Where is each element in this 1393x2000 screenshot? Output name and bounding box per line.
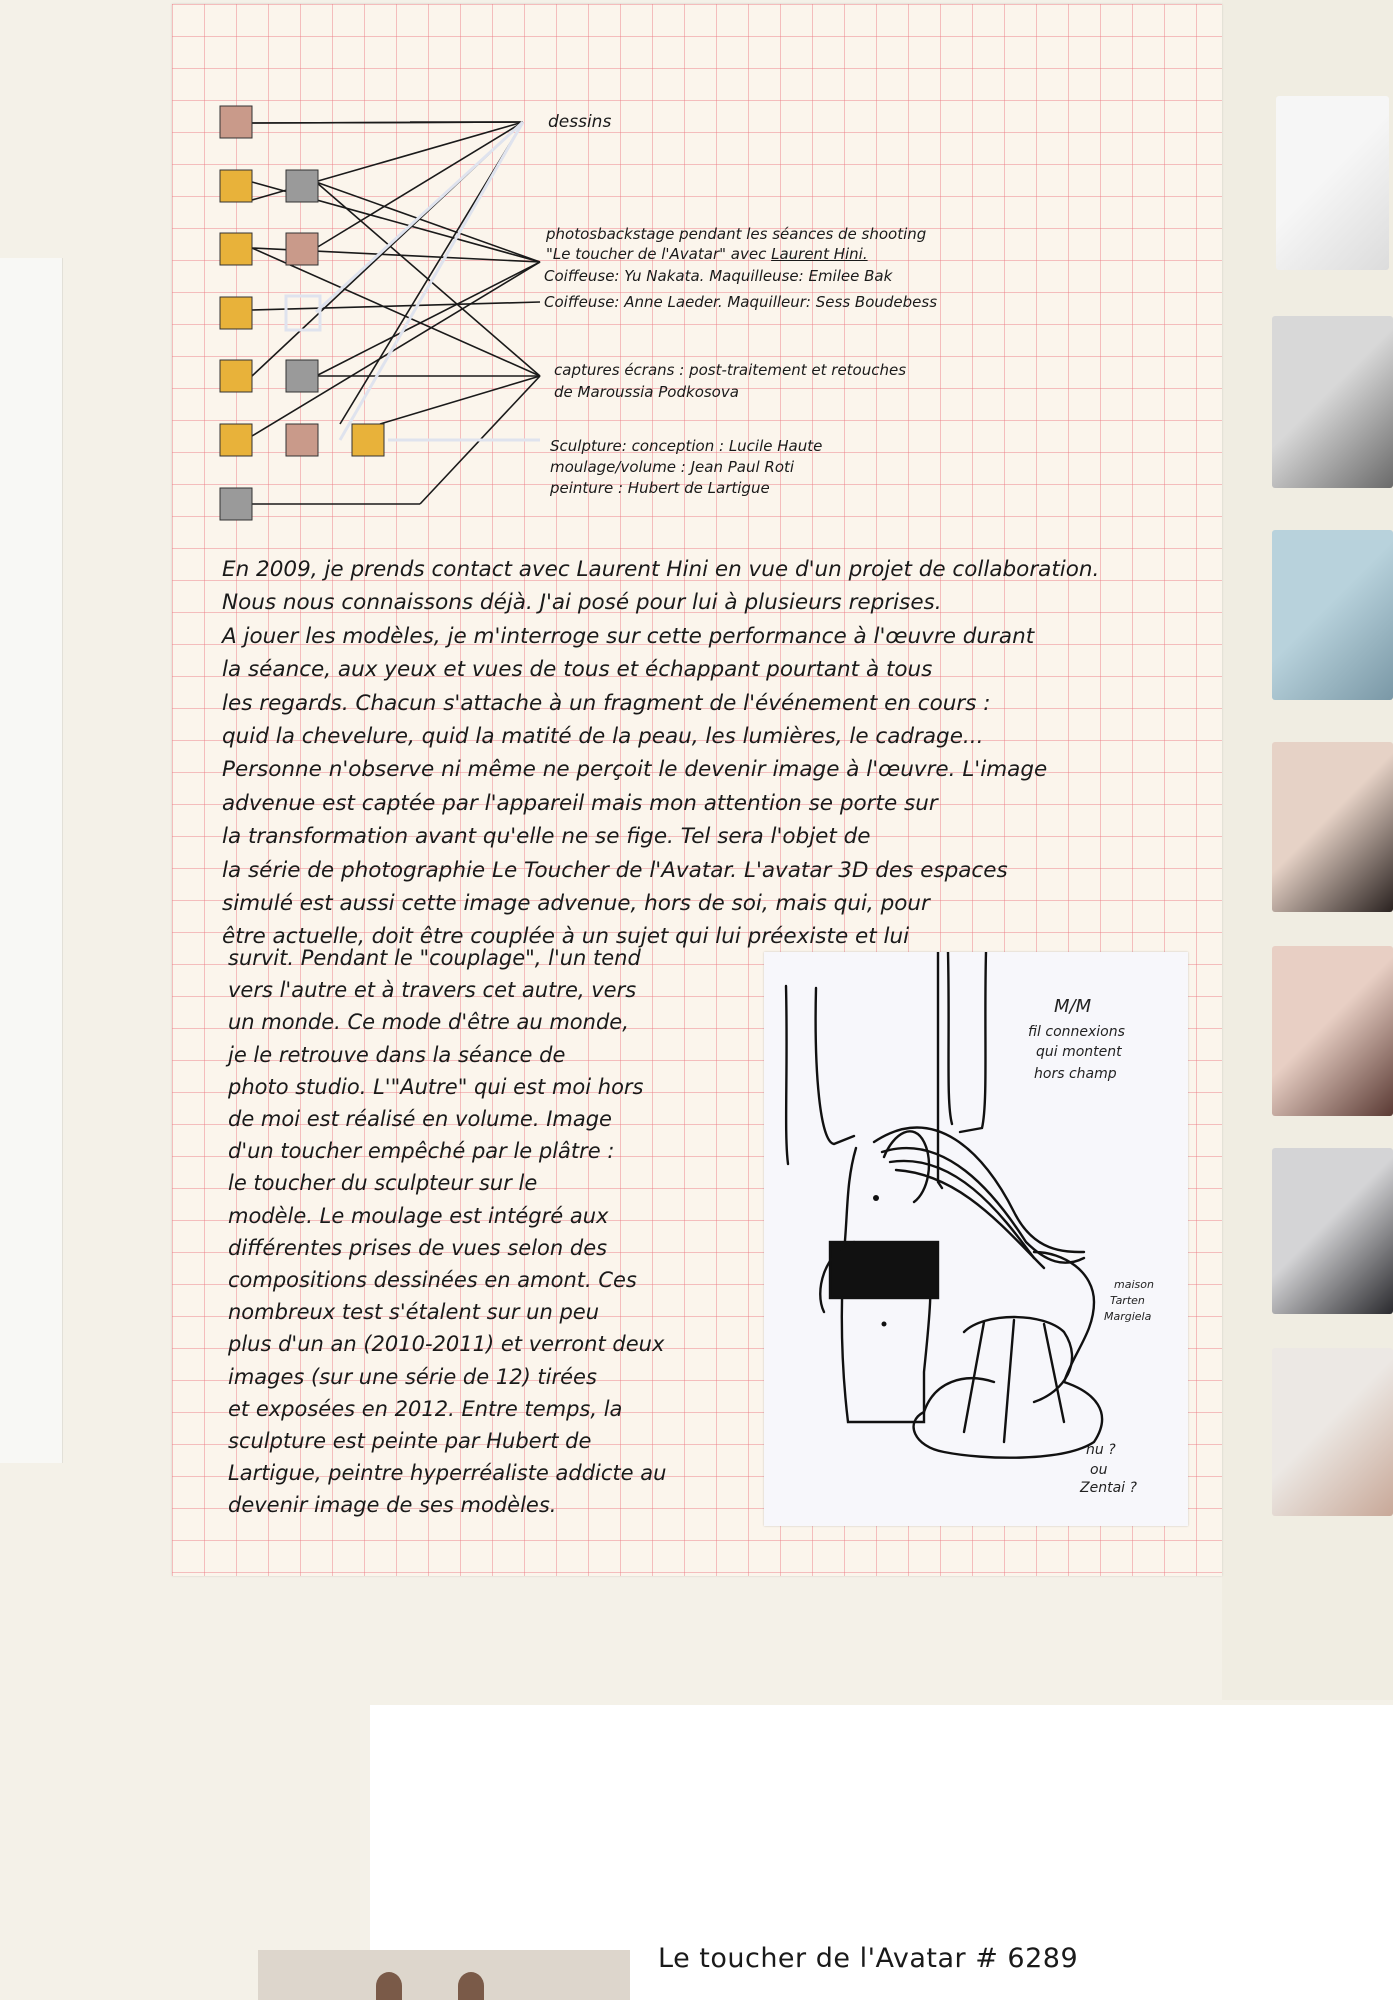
body-line: A jouer les modèles, je m'interroge sur cette performance à l'œuvre durant [222, 623, 1035, 649]
body-line: Nous nous connaissons déjà. J'ai posé pour lui à plusieurs reprises. [222, 590, 942, 616]
body-line-narrow: différentes prises de vues selon des [228, 1235, 608, 1260]
body-line: En 2009, je prends contact avec Laurent Hini en vue d'un projet de collaboration. [222, 557, 1100, 582]
label-captures-line1: captures écrans : post-traitement et retouches [554, 361, 907, 379]
sketch-bottom-2: ou [1090, 1462, 1108, 1478]
sketch-title: M/M [1054, 996, 1092, 1017]
thumb-faces-blue [1272, 530, 1393, 700]
sketch-note-2: qui montent [1036, 1044, 1122, 1060]
body-line-narrow: et exposées en 2012. Entre temps, la [228, 1396, 623, 1421]
label-photos-line2-text: "Le toucher de l'Avatar" avec [546, 245, 767, 263]
body-line-narrow: images (sur une série de 12) tirées [228, 1364, 597, 1389]
thumb-foot [1272, 1348, 1393, 1516]
body-line: Personne n'observe ni même ne perçoit le devenir image à l'œuvre. L'image [222, 757, 1048, 783]
thumb-faces-bw [1272, 316, 1393, 488]
body-line-narrow: sculpture est peinte par Hubert de [228, 1429, 592, 1453]
body-line-narrow: survit. Pendant le "couplage", l'un tend [228, 946, 641, 970]
body-line-narrow: Lartigue, peintre hyperréaliste addicte au [228, 1461, 667, 1486]
label-photos-line1: photosbackstage pendant les séances de shooting [546, 225, 927, 243]
sketch-note-3: hors champ [1034, 1066, 1117, 1082]
label-captures-line2: de Maroussia Podkosova [554, 383, 739, 401]
body-line-narrow: nombreux test s'étalent sur un peu [228, 1300, 600, 1325]
sketch-bottom-1: nu ? [1086, 1442, 1116, 1458]
body-line: être actuelle, doit être couplée à un sujet qui lui préexiste et lui [222, 924, 910, 950]
body-line-narrow: photo studio. L'"Autre" qui est moi hors [228, 1074, 644, 1099]
label-dessins: dessins [548, 112, 612, 132]
label-sculpture-line3: peinture : Hubert de Lartigue [550, 479, 770, 497]
body-line-narrow: je le retrouve dans la séance de [228, 1042, 566, 1067]
body-line-narrow: devenir image de ses modèles. [228, 1493, 557, 1518]
thumb-studio [1272, 1148, 1393, 1314]
body-line-narrow: vers l'autre et à travers cet autre, vers [228, 978, 637, 1003]
thumb-pink-faces [1272, 946, 1393, 1116]
body-line-narrow: d'un toucher empêché par le plâtre : [228, 1139, 615, 1164]
sketch-side-3: Margiela [1104, 1310, 1152, 1323]
body-line-narrow: le toucher du sculpteur sur le [228, 1171, 538, 1196]
bottom-photo-head-right [458, 1972, 484, 2000]
body-line: simulé est aussi cette image advenue, hors de soi, mais qui, pour [222, 891, 930, 916]
body-line-narrow: modèle. Le moulage est intégré aux [228, 1203, 609, 1228]
body-line-narrow: compositions dessinées en amont. Ces [228, 1268, 637, 1292]
body-line-narrow: un monde. Ce mode d'être au monde, [228, 1010, 629, 1035]
body-line: les regards. Chacun s'attache à un fragment de l'événement en cours : [222, 690, 991, 716]
body-line-narrow: de moi est réalisé en volume. Image [228, 1107, 612, 1131]
body-line-narrow: plus d'un an (2010-2011) et verront deux [228, 1332, 665, 1357]
label-photos-line2-name: Laurent Hini. [771, 245, 868, 263]
body-line: advenue est captée par l'appareil mais mon attention se porte sur [222, 790, 938, 816]
label-sculpture-line2: moulage/volume : Jean Paul Roti [550, 458, 795, 476]
footer-caption: Le toucher de l'Avatar # 6289 [658, 1943, 1079, 1974]
thumb-diagram [1276, 96, 1389, 270]
bottom-photo-strip [258, 1950, 630, 2000]
body-line: la transformation avant qu'elle ne se fige. Tel sera l'objet de [222, 824, 871, 850]
sketch-note-1: fil connexions [1028, 1024, 1125, 1040]
label-photos-line3: Coiffeuse: Yu Nakata. Maquilleuse: Emilee Bak [544, 267, 893, 285]
sketch-card [764, 952, 1188, 1526]
label-photos-line2 [546, 244, 868, 264]
body-line: la série de photographie Le Toucher de l'Avatar. L'avatar 3D des espaces [222, 857, 1008, 883]
label-sculpture-line1: Sculpture: conception : Lucile Haute [550, 437, 823, 455]
sketch-side-1: maison [1114, 1278, 1154, 1291]
sketch-side-2: Tarten [1110, 1294, 1145, 1307]
sketch-bottom-3: Zentai ? [1080, 1480, 1137, 1496]
bottom-photo-head-left [376, 1972, 402, 2000]
body-line: la séance, aux yeux et vues de tous et échappant pourtant à tous [222, 657, 933, 683]
thumb-blonde [1272, 742, 1393, 912]
body-line: quid la chevelure, quid la matité de la peau, les lumières, le cadrage... [222, 724, 984, 749]
label-photos-line4: Coiffeuse: Anne Laeder. Maquilleur: Sess Boudebess [544, 293, 938, 311]
